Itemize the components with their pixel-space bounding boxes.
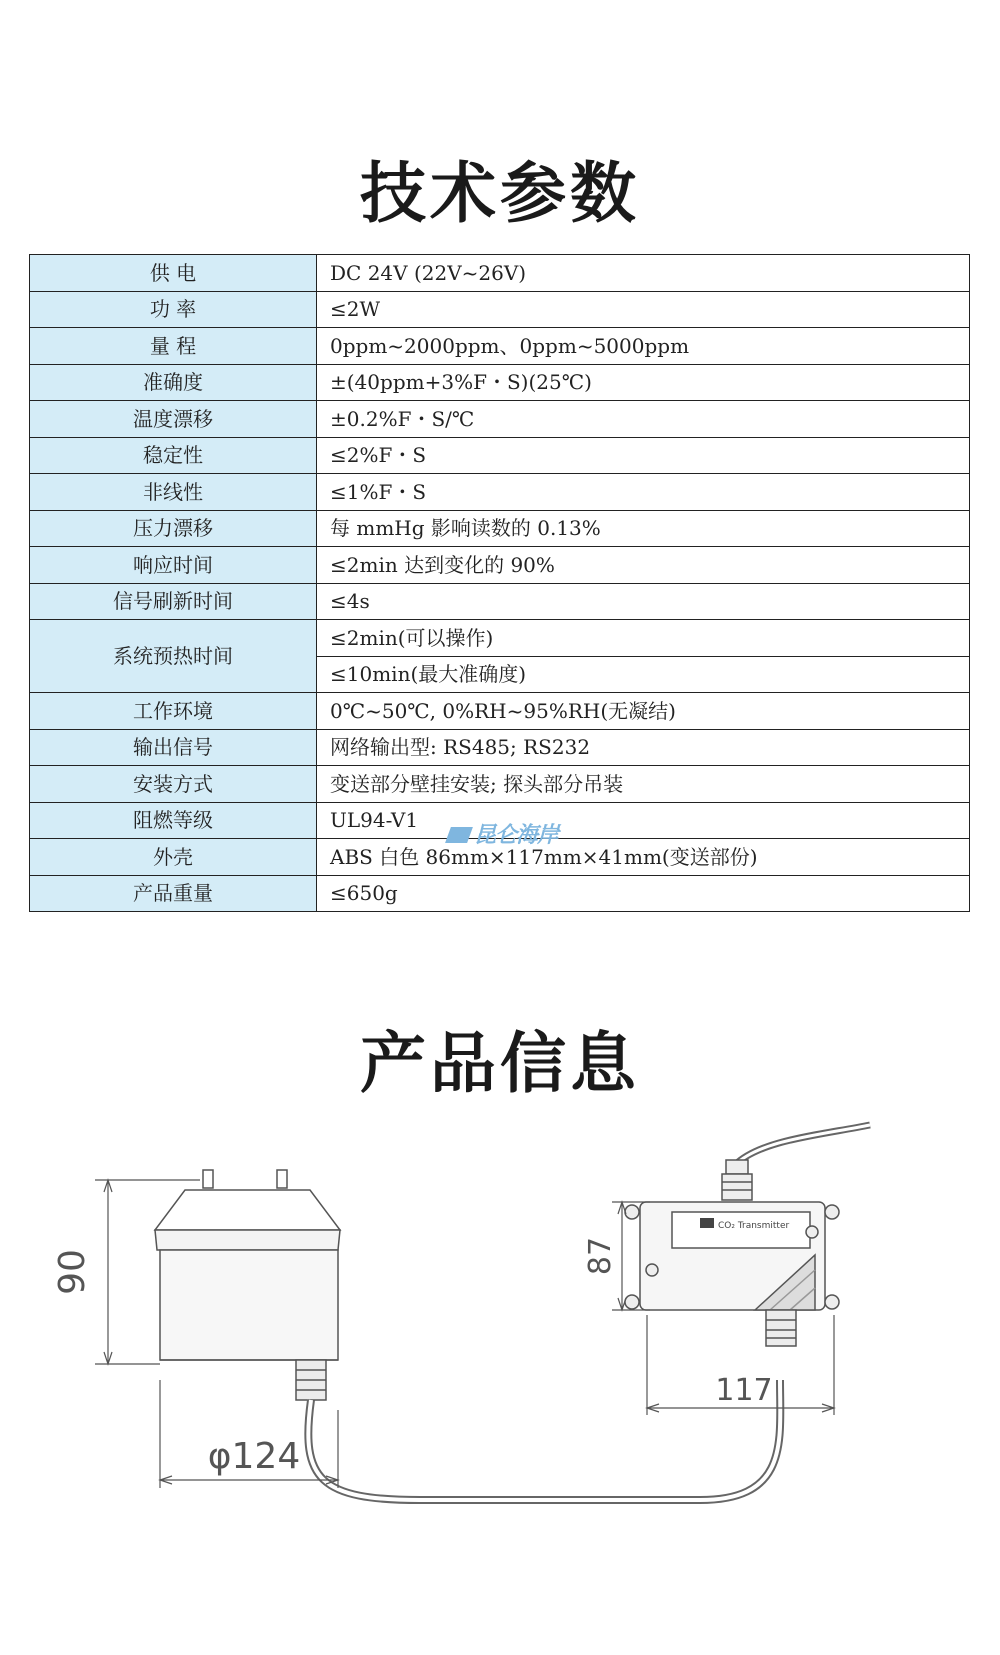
spec-key: 压力漂移 [30, 510, 317, 547]
spec-row [30, 328, 970, 365]
spec-key: 产品重量 [30, 875, 317, 912]
spec-value: 0ppm~2000ppm、0ppm~5000ppm [317, 328, 970, 365]
probe-body [160, 1250, 338, 1360]
spec-key: 外壳 [30, 839, 317, 876]
spec-value: ±(40ppm+3%F・S)(25℃) [317, 364, 970, 401]
product-info-title: 产品信息 [360, 1025, 640, 1102]
specs-table [29, 254, 970, 912]
probe-diameter-label: φ124 [207, 1436, 301, 1477]
watermark-logo [448, 818, 558, 849]
brand-icon [445, 827, 473, 843]
spec-value: ABS 白色 86mm×117mm×41mm(变送部份) [317, 839, 970, 876]
box-height-label: 87 [583, 1236, 618, 1276]
spec-row [30, 766, 970, 803]
spec-row [30, 401, 970, 438]
spec-row [30, 729, 970, 766]
box-logo-icon [700, 1218, 714, 1228]
spec-value: ≤4s [317, 583, 970, 620]
box-label: CO₂ Transmitter [718, 1221, 790, 1231]
probe-height-label: 90 [52, 1249, 93, 1295]
spec-value: DC 24V (22V~26V) [317, 255, 970, 292]
spec-key: 阻燃等级 [30, 802, 317, 839]
spec-key: 准确度 [30, 364, 317, 401]
spec-key: 系统预热时间 [30, 620, 317, 693]
spec-row [30, 437, 970, 474]
spec-value: ≤2min(可以操作) [317, 620, 970, 657]
spec-value: ≤2%F・S [317, 437, 970, 474]
box-width-label: 117 [715, 1373, 773, 1408]
probe-drawing [155, 1170, 340, 1400]
spec-key: 供 电 [30, 255, 317, 292]
specs-title: 技术参数 [360, 155, 640, 232]
spec-row [30, 291, 970, 328]
box-bottom-gland [766, 1310, 796, 1346]
transmitter-drawing [625, 1125, 870, 1346]
spec-row [30, 620, 970, 657]
probe-pin-right [277, 1170, 287, 1188]
spec-key: 信号刷新时间 [30, 583, 317, 620]
spec-row [30, 583, 970, 620]
spec-value: UL94-V1 [317, 802, 970, 839]
spec-value: ±0.2%F・S/℃ [317, 401, 970, 438]
probe-cap [155, 1190, 340, 1230]
spec-row [30, 693, 970, 730]
spec-key: 稳定性 [30, 437, 317, 474]
spec-value: ≤1%F・S [317, 474, 970, 511]
dimension-drawing [0, 1120, 1000, 1640]
spec-row [30, 255, 970, 292]
spec-key: 安装方式 [30, 766, 317, 803]
spec-row [30, 474, 970, 511]
spec-key: 非线性 [30, 474, 317, 511]
spec-value: 0℃~50℃, 0%RH~95%RH(无凝结) [317, 693, 970, 730]
spec-row [30, 364, 970, 401]
box-top-gland [722, 1174, 752, 1200]
spec-value: ≤650g [317, 875, 970, 912]
spec-row [30, 510, 970, 547]
spec-row [30, 875, 970, 912]
spec-value: ≤10min(最大准确度) [317, 656, 970, 693]
spec-key: 输出信号 [30, 729, 317, 766]
spec-value: ≤2min 达到变化的 90% [317, 547, 970, 584]
spec-value: 变送部分壁挂安装; 探头部分吊装 [317, 766, 970, 803]
spec-row [30, 547, 970, 584]
spec-key: 功 率 [30, 291, 317, 328]
spec-key: 工作环境 [30, 693, 317, 730]
spec-value: ≤2W [317, 291, 970, 328]
cable-outer [308, 1380, 780, 1500]
spec-key: 响应时间 [30, 547, 317, 584]
spec-value: 每 mmHg 影响读数的 0.13% [317, 510, 970, 547]
spec-key: 温度漂移 [30, 401, 317, 438]
watermark-text: 昆仑海岸 [474, 823, 559, 848]
spec-value: 网络输出型: RS485; RS232 [317, 729, 970, 766]
spec-key: 量 程 [30, 328, 317, 365]
probe-pin-left [203, 1170, 213, 1188]
